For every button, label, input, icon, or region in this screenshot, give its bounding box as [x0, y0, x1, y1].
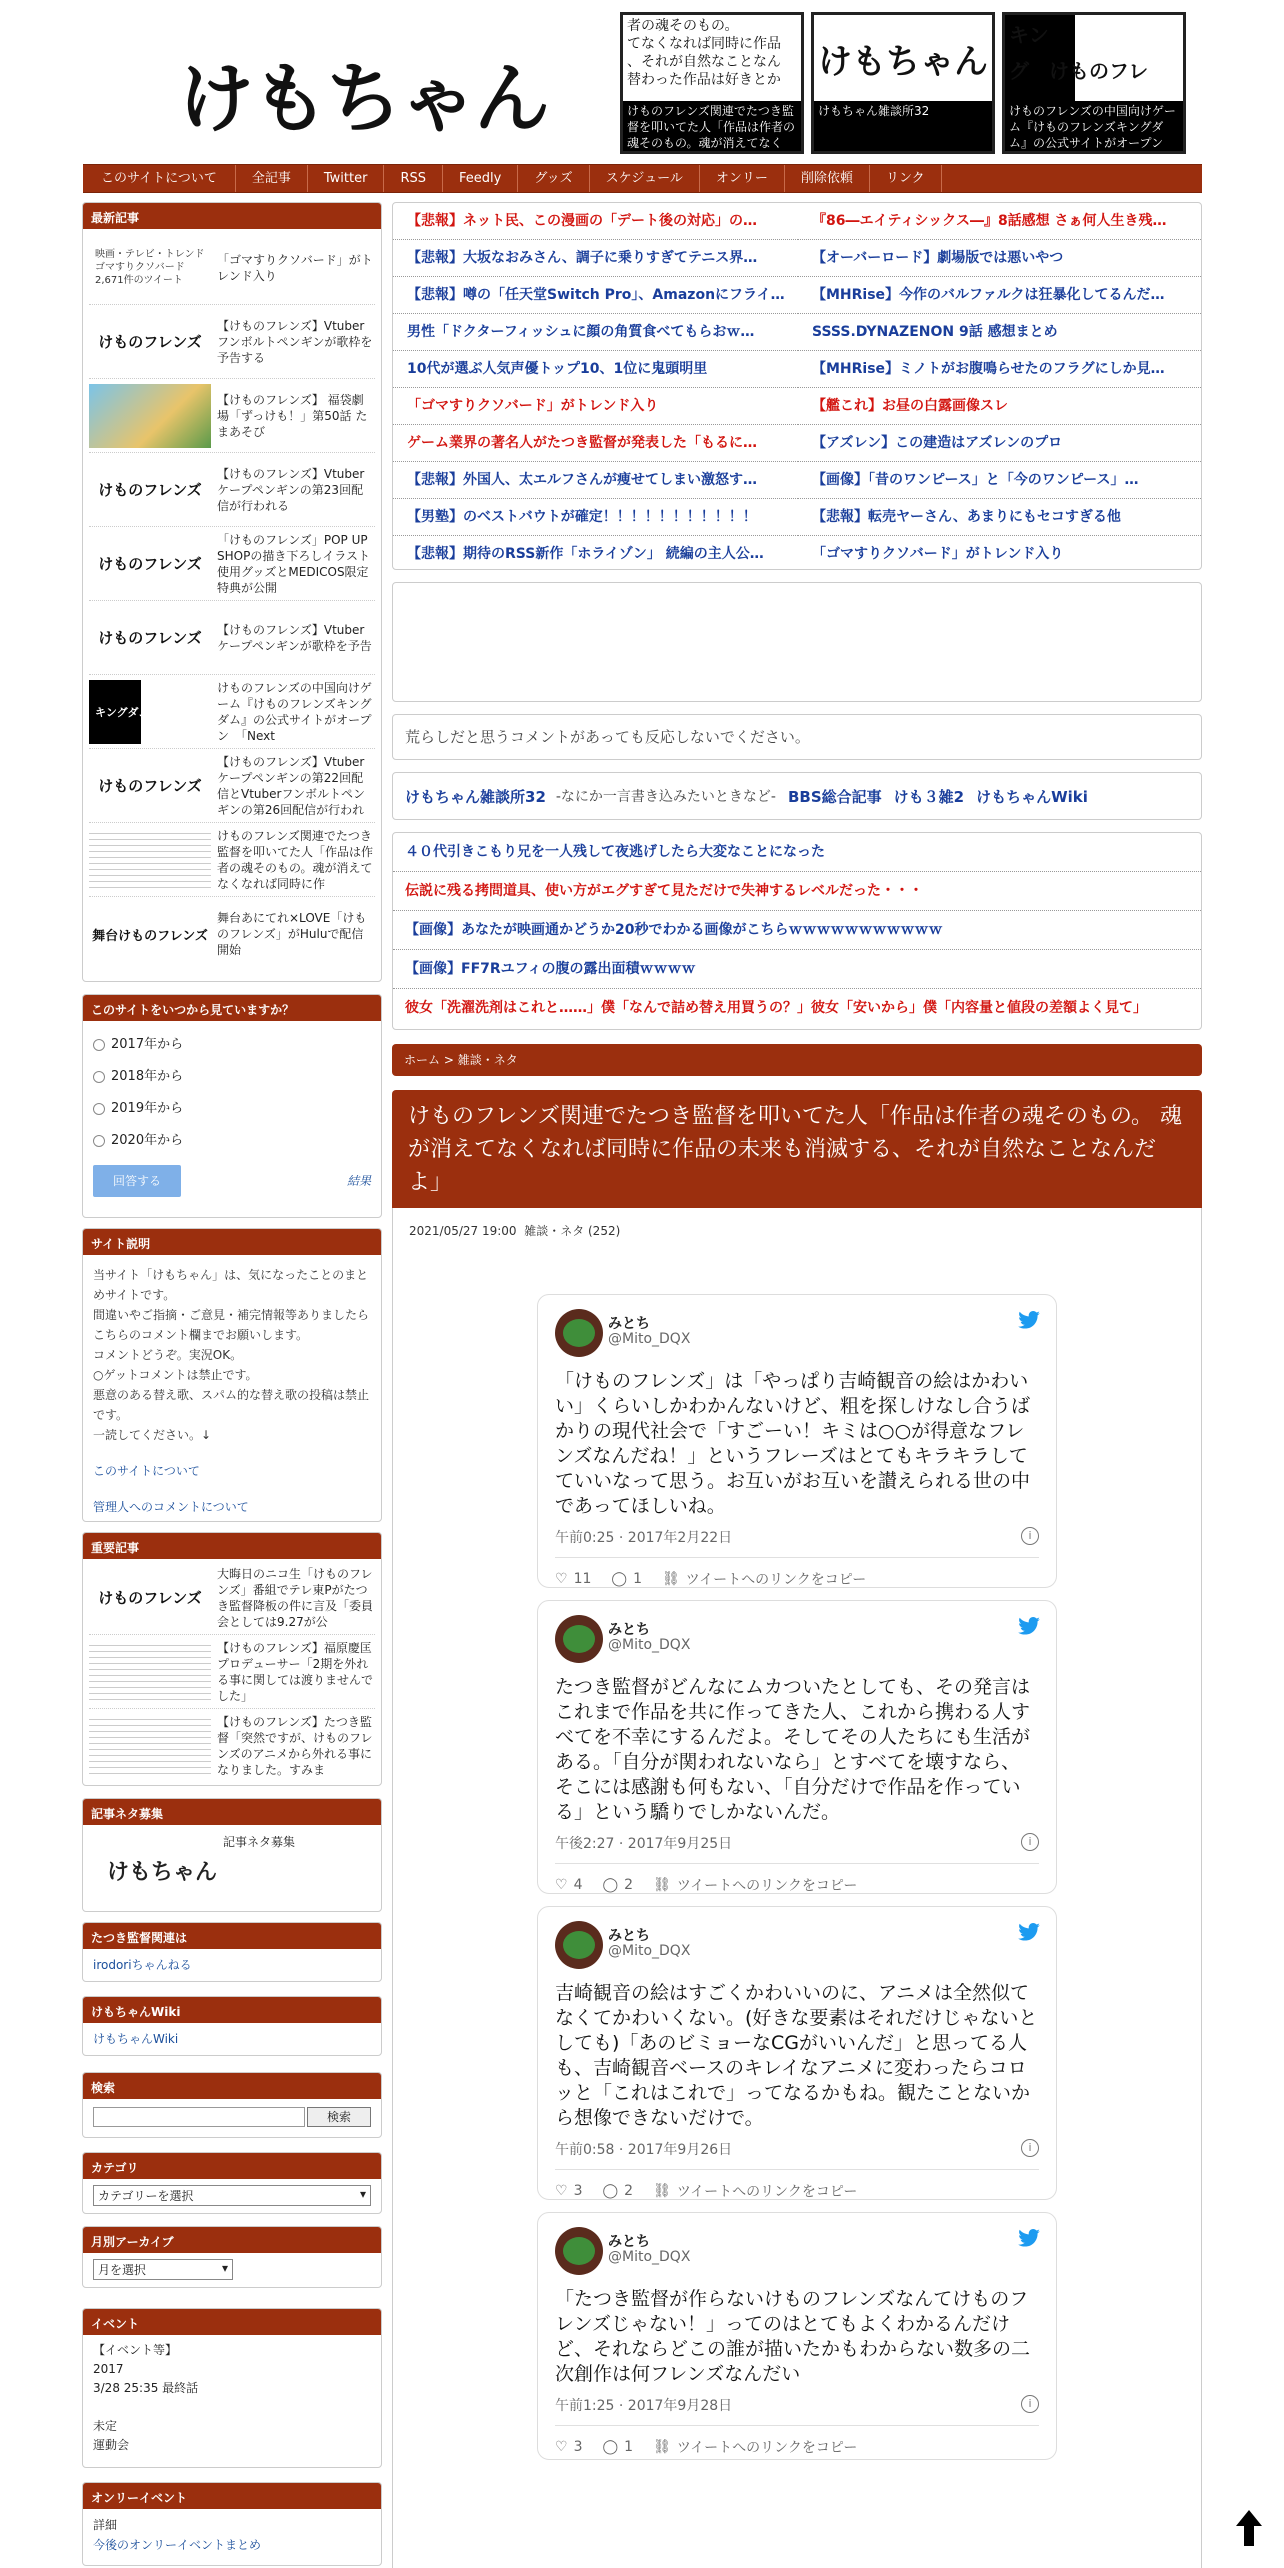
- recent-thumb: けものフレンズ: [89, 458, 211, 522]
- headline-link[interactable]: 男性「ドクターフィッシュに顔の角質食べてもらおｗ…: [393, 314, 798, 351]
- ad-space: [392, 582, 1202, 702]
- avatar[interactable]: [555, 1615, 603, 1663]
- links-bar: [392, 772, 1202, 820]
- headline-link[interactable]: 【画像】あなたが映画通かどうか20秒でわかる画像がこちらｗｗｗｗｗｗｗｗｗｗｗ: [393, 911, 1201, 950]
- headline-link[interactable]: 【悲報】期待のRSS新作「ホライゾン」 続編の主人公…: [393, 536, 798, 570]
- chevron-down-icon: ▾: [359, 2187, 366, 2201]
- headline-link[interactable]: ゲーム業界の著名人がたつき監督が発表した「もるに…: [393, 425, 798, 462]
- poll-box: [82, 994, 382, 1218]
- recent-articles-box: [82, 202, 382, 982]
- recent-title: 【けものフレンズ】 福袋劇場「ずっけも！」第50話 たまあそび: [217, 392, 368, 439]
- poll-option-label: 2018年から: [111, 1069, 184, 1084]
- search-box: [82, 2072, 382, 2138]
- wiki-heading: けもちゃんWiki: [83, 1997, 381, 2023]
- reply-count: 2: [624, 2183, 634, 2199]
- site-logo[interactable]: けもちゃん: [178, 54, 548, 143]
- nav-all-articles[interactable]: 全記事: [236, 165, 308, 192]
- avatar[interactable]: [555, 1921, 603, 1969]
- important-title: 【けものフレンズ】福原慶匡プロデューサー「2期を外れる事に関しては渡りませんでした」: [217, 1640, 374, 1703]
- headline-link[interactable]: 【悲報】転売ヤーさん、あまりにもセコすぎる他: [798, 499, 1201, 536]
- kemo3-link[interactable]: けも３雑2: [893, 787, 965, 806]
- article-meta: 2021/05/27 19:00 雑談・ネタ (252): [409, 1224, 621, 1238]
- recent-thumb: けものフレンズ: [89, 606, 211, 670]
- tweet-date[interactable]: 午後2:27 · 2017年9月25日: [555, 1836, 733, 1852]
- headline-link[interactable]: 「ゴマすりクソバード」がトレンド入り: [393, 388, 798, 425]
- like-count: 3: [573, 2439, 583, 2455]
- reply-icon[interactable]: ◯: [602, 1877, 619, 1893]
- twitter-bird-icon[interactable]: [1018, 2229, 1040, 2247]
- thumb-caption: けものフレンズ関連でたつき監督を叩いてた人「作品は作者の魂そのもの。魂が消えてなく: [627, 104, 796, 150]
- important-item[interactable]: [89, 1635, 375, 1709]
- reply-icon[interactable]: ◯: [602, 2439, 619, 2455]
- event-text: 【イベント等】 2017 3/28 25:35 最終話 未定 運動会: [93, 2343, 199, 2452]
- link-icon[interactable]: ⛓: [661, 1571, 680, 1587]
- poll-option-2017[interactable]: [93, 1029, 371, 1061]
- twitter-bird-icon[interactable]: [1018, 1923, 1040, 1941]
- headline-link[interactable]: 【悲報】大坂なおみさん、調子に乗りすぎてテニス界…: [393, 240, 798, 277]
- thumb-logo: けもちゃん: [814, 15, 992, 101]
- copy-link-button[interactable]: ツイートへのリンクをコピー: [676, 2184, 858, 2200]
- important-item[interactable]: [89, 1709, 375, 1783]
- search-input[interactable]: [93, 2107, 305, 2127]
- like-count: 4: [573, 1877, 583, 1893]
- recent-item[interactable]: [89, 527, 375, 601]
- tatsuki-box: [82, 1922, 382, 1982]
- poll-option-2020[interactable]: [93, 1125, 371, 1157]
- nav-schedule[interactable]: スケジュール: [590, 165, 700, 192]
- like-icon[interactable]: ♡: [555, 1571, 568, 1587]
- headline-link[interactable]: 【悲報】外国人、太エルフさんが痩せてしまい激怒す…: [393, 462, 798, 499]
- headline-link[interactable]: 「ゴマすりクソバード」がトレンド入り: [798, 536, 1201, 570]
- chevron-down-icon: ▾: [221, 2261, 228, 2275]
- archive-heading: 月別アーカイブ: [83, 2227, 381, 2253]
- headline-link[interactable]: ４０代引きこもり兄を一人残して夜逃げしたら大変なことになった: [393, 833, 1201, 872]
- search-heading: 検索: [83, 2073, 381, 2099]
- thumb-text: キン グ けものフレ: [1005, 15, 1183, 101]
- only-event-text: 詳細: [93, 2518, 118, 2532]
- reply-count: 1: [624, 2439, 634, 2455]
- category-select-value: カテゴリーを選択: [98, 2189, 194, 2203]
- tweet-text: たつき監督がどんなにムカついたとしても、その発言はこれまで作品を共に作ってきた人、これから携わる人すべてを不幸にするんだよ。そしてその人たちにも生活がある。「自分が関われないなら」とすべてを壊すなら、そこには感謝も何もない、「自分だけで作品を作っている」という驕りでしかないんだ。: [555, 1676, 1031, 1823]
- links-bar-sep: -なにか一言書き込みたいときなど-: [555, 789, 776, 805]
- twitter-bird-icon[interactable]: [1018, 1617, 1040, 1635]
- headline-link[interactable]: 彼女「洗濯洗剤はこれと……」僕「なんで詰め替え用買うの？」彼女「安いから」僕「内容量と値段の差額よく見て」: [405, 1000, 1147, 1016]
- event-heading: イベント: [83, 2309, 381, 2335]
- like-icon[interactable]: ♡: [555, 2183, 568, 2199]
- topic-request-banner[interactable]: [83, 1825, 381, 1905]
- link-icon[interactable]: ⛓: [653, 2183, 671, 2199]
- topic-request-heading: 記事ネタ募集: [83, 1799, 381, 1825]
- site-description-heading: サイト説明: [83, 1229, 381, 1255]
- headline-link[interactable]: 【画像】「昔のワンピース」と「今のワンピース」…: [798, 462, 1201, 499]
- article-title: けものフレンズ関連でたつき監督を叩いてた人「作品は作者の魂そのもの。 魂が消えてなくなれば同時に作品の未来も消滅する、それが自然なことなんだよ」: [392, 1090, 1202, 1208]
- only-event-heading: オンリーイベント: [83, 2483, 381, 2509]
- bbs-link[interactable]: BBS総合記事: [787, 787, 882, 806]
- like-count: 3: [573, 2183, 583, 2199]
- wiki-box: [82, 1996, 382, 2056]
- tatsuki-heading: たつき監督関連は: [83, 1923, 381, 1949]
- tweet-author-name[interactable]: みとち: [608, 1622, 650, 1638]
- topic-request-label: 記事ネタ募集: [223, 1835, 296, 1849]
- info-icon[interactable]: i: [1021, 1833, 1039, 1851]
- more-headlines-box: [392, 832, 1202, 1030]
- headline-link[interactable]: 【アズレン】この建造はアズレンのプロ: [798, 425, 1201, 462]
- recent-item[interactable]: [89, 749, 375, 823]
- recent-thumb-image: [89, 384, 211, 448]
- nav-about[interactable]: このサイトについて: [83, 165, 236, 192]
- tweet-author-name[interactable]: みとち: [608, 1316, 650, 1332]
- category-box: [82, 2152, 382, 2214]
- nav-feedly[interactable]: Feedly: [443, 165, 518, 192]
- about-site-link[interactable]: このサイトについて: [93, 1464, 200, 1478]
- tweet-handle[interactable]: @Mito_DQX: [608, 1331, 691, 1347]
- important-thumb-image: [89, 1640, 211, 1704]
- category-select[interactable]: [93, 2185, 371, 2206]
- important-title: 大晦日のニコ生「けものフレンズ」番組でテレ東Pがたつき監督降板の件に言及「委員会としては9.27が公: [217, 1566, 374, 1629]
- archive-select-value: 月を選択: [98, 2263, 147, 2277]
- recent-thumb: 映画・テレビ・トレンド ゴマすりクソバード 2,671件のツイート: [89, 236, 211, 300]
- headline-link[interactable]: 【悲報】噂の「任天堂Switch Pro」、Amazonにフライ…: [393, 277, 798, 314]
- nav-only[interactable]: オンリー: [700, 165, 785, 192]
- header-thumb-2[interactable]: [811, 12, 995, 154]
- recent-thumb: けものフレンズ: [89, 754, 211, 818]
- important-articles-heading: 重要記事: [83, 1533, 381, 1559]
- poll-heading: このサイトをいつから見ていますか？: [83, 995, 381, 1021]
- recent-item[interactable]: [89, 231, 375, 305]
- info-icon[interactable]: i: [1021, 1527, 1039, 1545]
- admin-comment-link[interactable]: 管理人へのコメントについて: [93, 1500, 249, 1514]
- header-thumb-1[interactable]: [620, 12, 804, 154]
- recent-title: 「ゴマすりクソバード」がトレンド入り: [217, 252, 373, 283]
- scroll-to-top-icon[interactable]: [1234, 2508, 1264, 2548]
- copy-link-button[interactable]: ツイートへのリンクをコピー: [676, 2440, 858, 2456]
- tweet-text: 「けものフレンズ」は「やっぱり吉崎観音の絵はかわいい」くらいしかわかんないけど、粗を探しけなし合うばかりの現代社会で「すごーい！キミは○○が得意なフレンズなんだね！」というフレーズはとてもキラキラしてていいなって思う。お互いがお互いを讃えられる世の中であってほしいね。: [555, 1370, 1031, 1517]
- tweet-text: 「たつき監督が作らないけものフレンズなんてけものフレンズじゃない！」ってのはとてもよくわかるんだけど、それならどこの誰が描いたかもわからない数多の二次創作は何フレンズなんだい: [555, 2288, 1031, 2385]
- event-box: [82, 2308, 382, 2468]
- link-icon[interactable]: ⛓: [653, 1877, 671, 1893]
- chat-thread-link[interactable]: けもちゃん雑談所32: [405, 787, 546, 806]
- headline-link[interactable]: 【悲報】ネット民、この漫画の「デート後の対応」の…: [393, 203, 798, 240]
- tweet-author-name[interactable]: みとち: [608, 1928, 650, 1944]
- reply-count: 2: [624, 1877, 634, 1893]
- poll-option-2019[interactable]: [93, 1093, 371, 1125]
- copy-link-button[interactable]: ツイートへのリンクをコピー: [676, 1878, 858, 1894]
- tweet-text: 吉崎観音の絵はすごくかわいいのに、アニメは全然似てなくてかわいくない。(好きな要素はそれだけじゃないとしても)「あのビミョーなCGがいいんだ」と思ってる人も、吉崎観音ベースのキレイなアニメに変わったらコロッと「これはこれで」ってなるかもね。観たことないから想像できないだけで。: [555, 1982, 1038, 2129]
- avatar[interactable]: [555, 1309, 603, 1357]
- tweet-handle[interactable]: @Mito_DQX: [608, 2249, 691, 2265]
- important-thumb: けものフレンズ: [89, 1566, 211, 1630]
- like-icon[interactable]: ♡: [555, 1877, 568, 1893]
- recent-title: 【けものフレンズ】Vtuber ケープペンギンの第23回配信が行われる: [217, 466, 365, 513]
- like-count: 11: [573, 1571, 592, 1587]
- important-item[interactable]: [89, 1561, 375, 1635]
- headline-link[interactable]: 【MHRise】ミノトがお腹鳴らせたのフラグにしか見…: [798, 351, 1201, 388]
- nav-links[interactable]: リンク: [870, 165, 942, 192]
- search-button[interactable]: 検索: [307, 2107, 371, 2127]
- poll-option-label: 2020年から: [111, 1133, 184, 1148]
- reply-count: 1: [633, 1571, 642, 1587]
- important-thumb-image: [89, 1714, 211, 1778]
- recent-title: けものフレンズの中国向けゲーム『けものフレンズキングダム』の公式サイトがオープン 「Next: [217, 680, 372, 743]
- link-icon[interactable]: ⛓: [653, 2439, 671, 2455]
- nav-goods[interactable]: グッズ: [518, 165, 589, 192]
- tweet-author-name[interactable]: みとち: [608, 2234, 650, 2250]
- recent-item[interactable]: [89, 675, 375, 749]
- recent-title: 【けものフレンズ】Vtuber フンボルトペンギンが歌枠を予告する: [217, 318, 373, 365]
- wiki-link-top[interactable]: けもちゃんWiki: [976, 787, 1088, 806]
- poll-option-label: 2019年から: [111, 1101, 184, 1116]
- nav-delete-request[interactable]: 削除依頼: [785, 165, 870, 192]
- reply-icon[interactable]: ◯: [602, 2183, 619, 2199]
- important-articles-box: [82, 1532, 382, 1786]
- important-title: 【けものフレンズ】たつき監督「突然ですが、けものフレンズのアニメから外れる事になりました。すみま: [217, 1715, 373, 1777]
- tweet-date[interactable]: 午前1:25 · 2017年9月28日: [555, 2398, 733, 2414]
- headline-link[interactable]: 『86―エイティシックス―』8話感想 さぁ何人生き残…: [798, 203, 1201, 240]
- only-event-link[interactable]: 今後のオンリーイベントまとめ: [93, 2538, 262, 2552]
- header-thumb-3[interactable]: [1002, 12, 1186, 154]
- headline-link[interactable]: 【男塾】のベストバウトが確定！！！！！！！！！！！: [393, 499, 798, 536]
- headlines-right-col: [798, 203, 1201, 570]
- breadcrumb: [392, 1044, 1202, 1076]
- thumb-caption: けものフレンズの中国向けゲーム『けものフレンズキングダム』の公式サイトがオープン: [1009, 104, 1176, 150]
- irodori-link[interactable]: irodoriちゃんねる: [93, 1958, 192, 1972]
- recent-item[interactable]: [89, 453, 375, 527]
- tweet-date[interactable]: 午前0:25 · 2017年2月22日: [555, 1530, 733, 1546]
- notice-box: 荒らしだと思うコメントがあっても反応しないでください。: [392, 714, 1202, 760]
- breadcrumb-category[interactable]: 雑談・ネタ: [457, 1053, 518, 1067]
- recent-thumb: 舞台けものフレンズ: [89, 902, 211, 966]
- thumb-text: 者の魂そのもの。 てなくなれば同時に作品 、それが自然なことなん 替わった作品は好きとか: [623, 15, 801, 101]
- only-event-box: [82, 2482, 382, 2566]
- site-description-box: [82, 1228, 382, 1522]
- recent-title: 【けものフレンズ】Vtuber ケープペンギンの第22回配信とVtuberフンボルトペンギンの第26回配信が行われ: [217, 754, 365, 817]
- recent-title: 舞台あにてれ×LOVE「けものフレンズ」がHuluで配信開始: [217, 911, 367, 957]
- recent-articles-heading: 最新記事: [83, 203, 381, 229]
- archive-box: [82, 2226, 382, 2288]
- thumb-caption: けもちゃん雑談所32: [818, 104, 930, 118]
- tweet-date[interactable]: 午前0:58 · 2017年9月26日: [555, 2142, 733, 2158]
- nav-rss[interactable]: RSS: [384, 165, 443, 192]
- avatar[interactable]: [555, 2227, 603, 2275]
- info-icon[interactable]: i: [1021, 2395, 1039, 2413]
- tweet-handle[interactable]: @Mito_DQX: [608, 1943, 691, 1959]
- headlines-box: [392, 202, 1202, 570]
- category-heading: カテゴリ: [83, 2153, 381, 2179]
- headlines-left-col: [393, 203, 798, 570]
- recent-title: けものフレンズ関連でたつき監督を叩いてた人「作品は作者の魂そのもの。魂が消えてなくなれば同時に作: [217, 828, 374, 891]
- poll-result-link[interactable]: 結果: [346, 1174, 371, 1188]
- headline-link[interactable]: SSSS.DYNAZENON 9話 感想まとめ: [798, 314, 1201, 351]
- twitter-bird-icon[interactable]: [1018, 1311, 1040, 1329]
- recent-title: 「けものフレンズ」POP UP SHOPの描き下ろしイラスト使用グッズとMEDICOS限定特典が公開: [217, 532, 370, 595]
- recent-item[interactable]: [89, 897, 375, 971]
- recent-item[interactable]: [89, 601, 375, 675]
- recent-title: 【けものフレンズ】Vtuber ケープペンギンが歌枠を予告: [217, 622, 372, 653]
- copy-link-button[interactable]: ツイートへのリンクをコピー: [685, 1572, 867, 1588]
- tweet-card[interactable]: [537, 1600, 1057, 1894]
- topic-request-logo: けもちゃん: [107, 1860, 218, 1885]
- recent-item[interactable]: [89, 823, 375, 897]
- reply-icon[interactable]: ◯: [611, 1571, 628, 1587]
- headline-link[interactable]: 【艦これ】お昼の白露画像スレ: [798, 388, 1201, 425]
- poll-submit-button[interactable]: 回答する: [93, 1165, 181, 1197]
- recent-thumb: けものフレンズ: [89, 532, 211, 596]
- recent-thumb: けものフレンズ: [89, 310, 211, 374]
- tweet-card[interactable]: [537, 1906, 1057, 2200]
- headline-link[interactable]: 伝説に残る拷問道具、使い方がエグすぎて見ただけで失神するレベルだった・・・: [393, 872, 1201, 911]
- headline-link[interactable]: 【画像】FF7Rユフィの腹の露出面積ｗｗｗｗ: [393, 950, 1201, 989]
- tweet-handle[interactable]: @Mito_DQX: [608, 1637, 691, 1653]
- global-nav: [83, 164, 1202, 193]
- breadcrumb-sep: >: [443, 1053, 454, 1067]
- like-icon[interactable]: ♡: [555, 2439, 568, 2455]
- recent-item[interactable]: [89, 305, 375, 379]
- info-icon[interactable]: i: [1021, 2139, 1039, 2157]
- tweet-card[interactable]: [537, 1294, 1057, 1588]
- poll-option-2018[interactable]: [93, 1061, 371, 1093]
- topic-request-box: [82, 1798, 382, 1912]
- headline-link[interactable]: 【オーバーロード】劇場版では悪いやつ: [798, 240, 1201, 277]
- poll-option-label: 2017年から: [111, 1037, 184, 1052]
- recent-item[interactable]: [89, 379, 375, 453]
- wiki-link[interactable]: けもちゃんWiki: [93, 2032, 179, 2046]
- headline-link[interactable]: 10代が選ぶ人気声優トップ10、1位に鬼頭明里: [393, 351, 798, 388]
- headline-link[interactable]: 【MHRise】今作のバルファルクは狂暴化してるんだ…: [798, 277, 1201, 314]
- site-description-text: 当サイト「けもちゃん」は、気になったことのまとめサイトです。 間違いやご指摘・ご意見・補完情報等ありましたらこちらのコメント欄までお願いします。 コメントどうぞ。実況OK。 ○ゲットコメントは禁止です。 悪意のある替え歌、スパム的な替え歌の投稿は禁止です。 一読してください。↓: [93, 1268, 370, 1442]
- recent-thumb-image: [89, 828, 211, 892]
- breadcrumb-home[interactable]: ホーム: [404, 1053, 441, 1067]
- archive-select[interactable]: [93, 2259, 233, 2280]
- tweet-card[interactable]: [537, 2212, 1057, 2460]
- nav-twitter[interactable]: Twitter: [308, 165, 385, 192]
- recent-thumb: キングダム: [89, 680, 211, 744]
